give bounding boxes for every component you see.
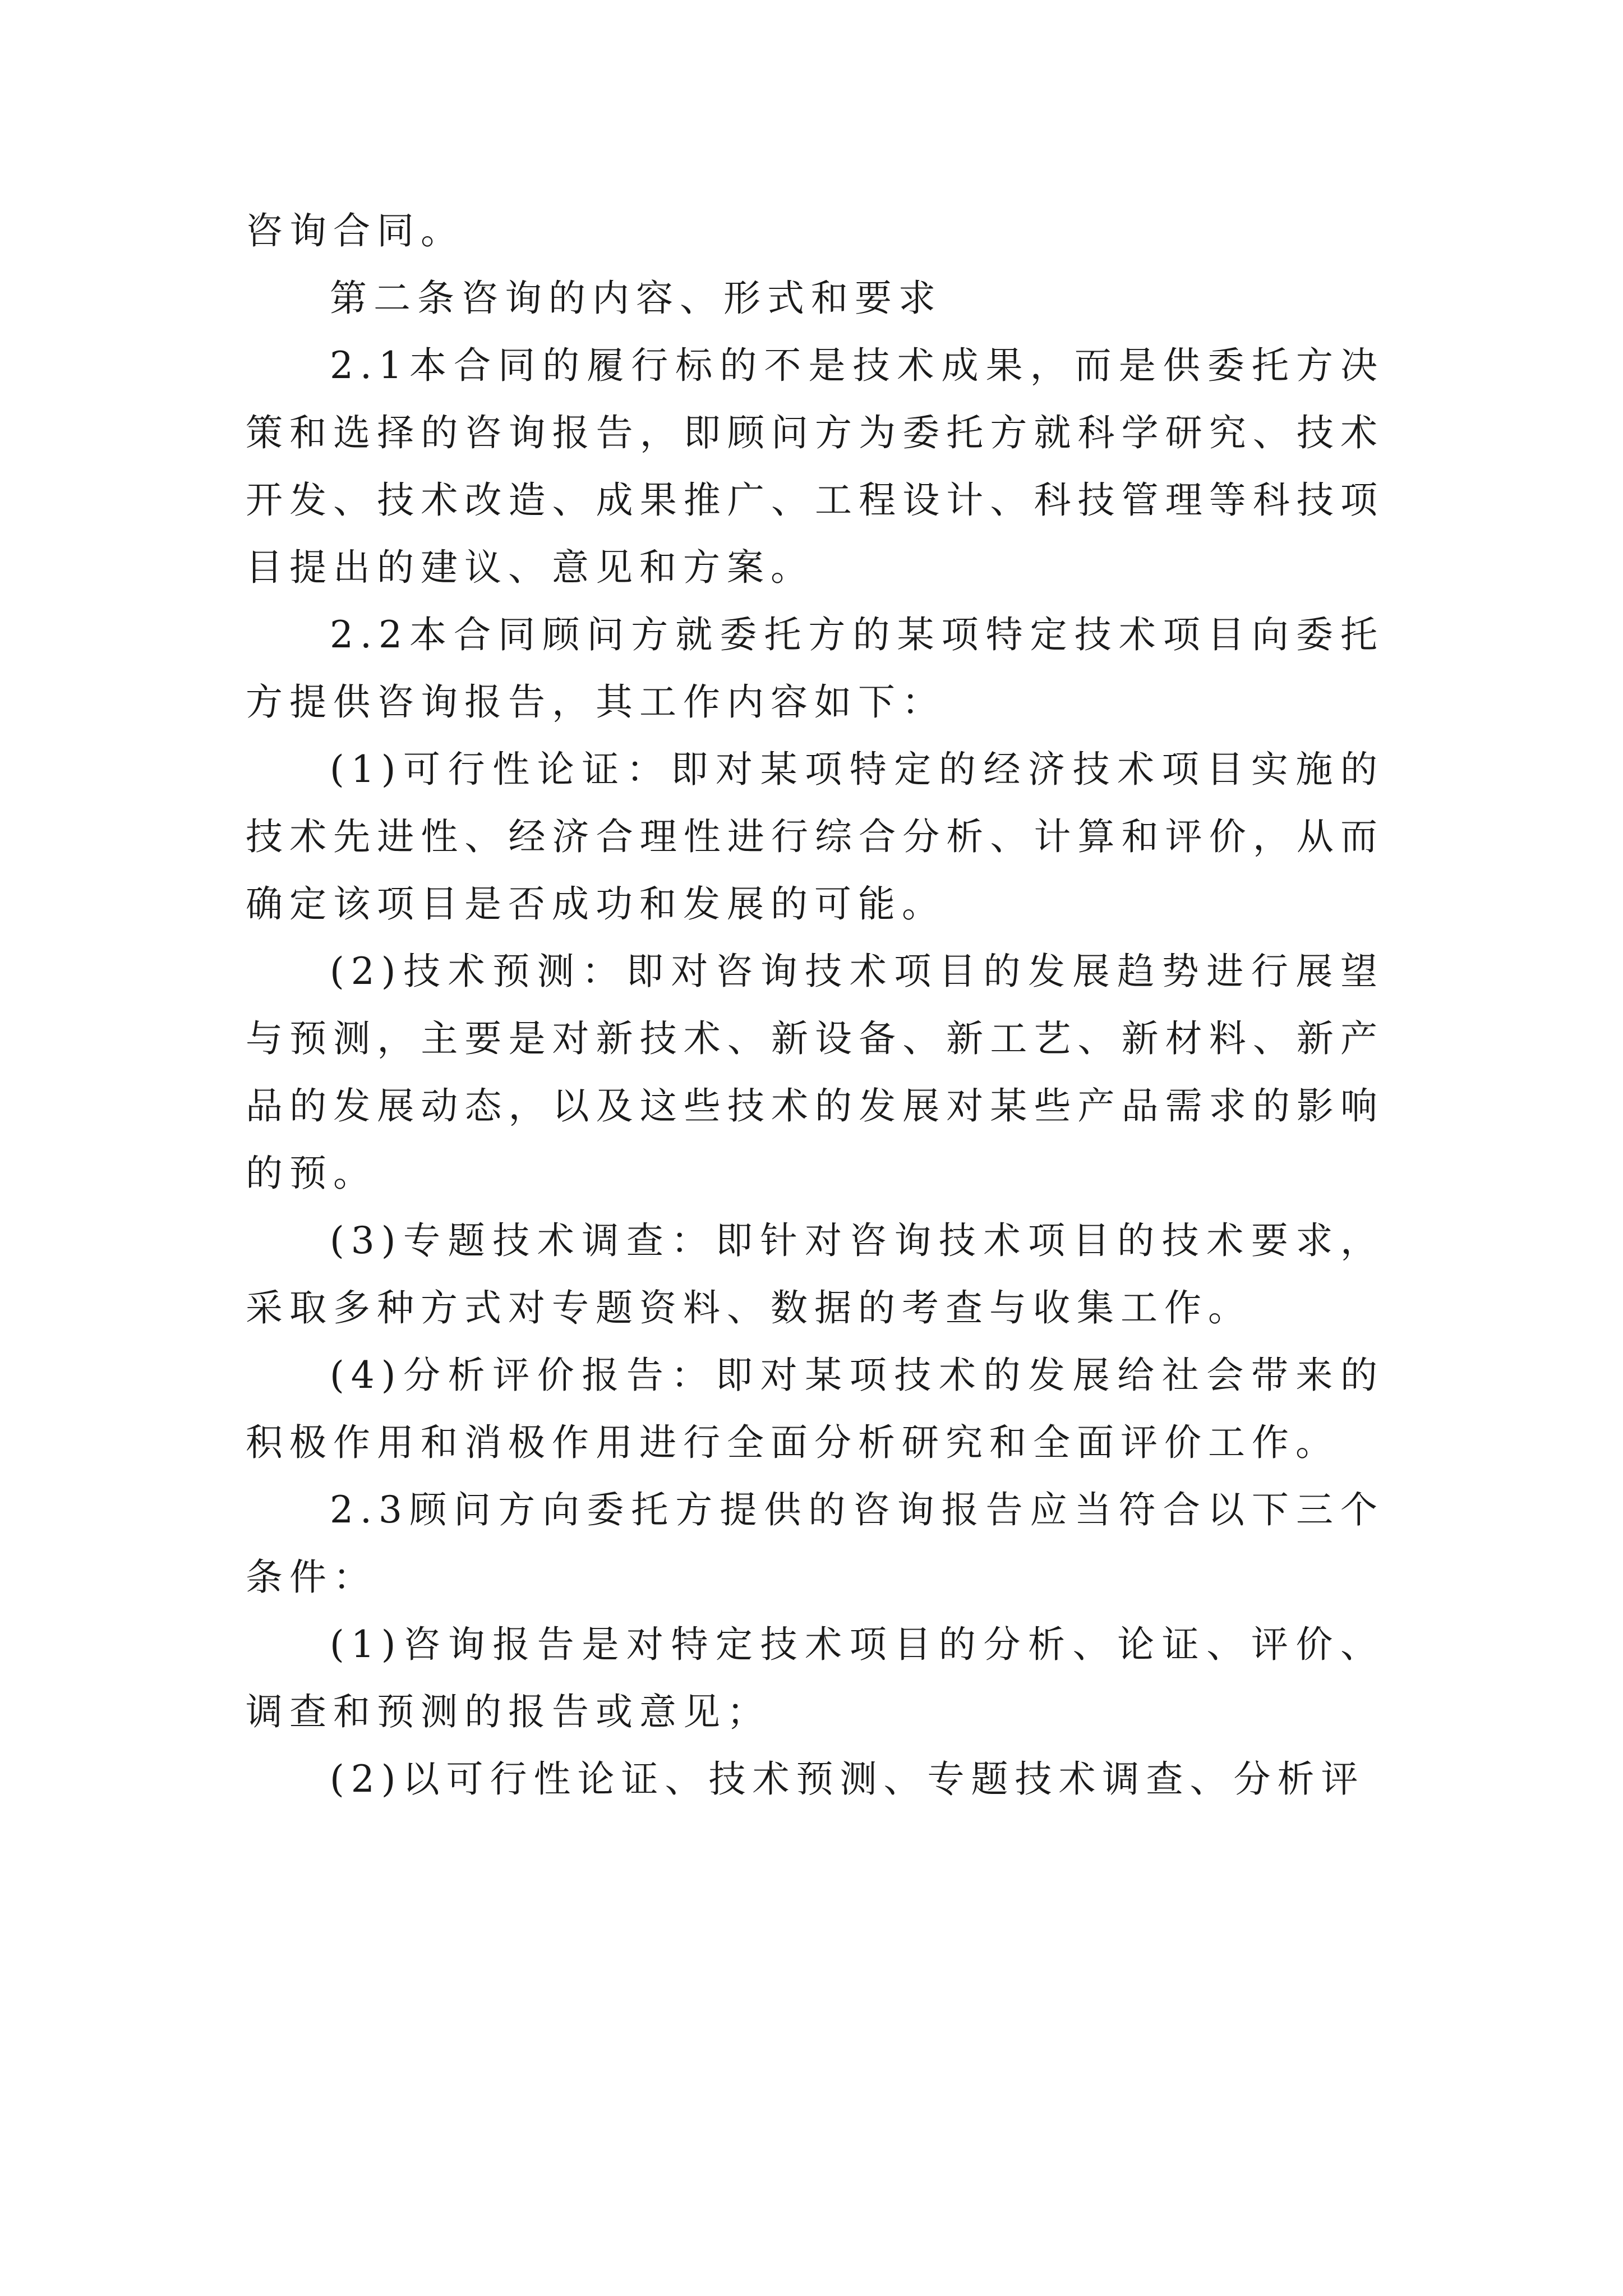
item-special-survey: (3)专题技术调查：即针对咨询技术项目的技术要求，采取多种方式对专题资料、数据的考查与收集工作。 (246, 1219, 1384, 1329)
section-heading-article-2: 第二条咨询的内容、形式和要求 (330, 277, 942, 320)
clause-2-1: 2.1本合同的履行标的不是技术成果，而是供委托方决策和选择的咨询报告，即顾问方为委托方就科学研究、技术开发、技术改造、成果推广、工程设计、科技管理等科技项目提出的建议、意见和方案。 (246, 344, 1384, 589)
item-feasibility-study: (1)可行性论证：即对某项特定的经济技术项目实施的技术先进性、经济合理性进行综合分析、计算和评价，从而确定该项目是否成功和发展的可能。 (246, 748, 1384, 926)
item-analysis-report: (4)分析评价报告：即对某项技术的发展给社会带来的积极作用和消极作用进行全面分析研究和全面评价工作。 (246, 1354, 1384, 1464)
paragraph-continuation: 咨询合同。 (246, 209, 464, 252)
clause-2-2: 2.2本合同顾问方就委托方的某项特定技术项目向委托方提供咨询报告，其工作内容如下： (246, 613, 1384, 724)
item-technology-forecast: (2)技术预测：即对咨询技术项目的发展趋势进行展望与预测，主要是对新技术、新设备、新工艺、新材料、新产品的发展动态，以及这些技术的发展对某些产品需求的影响的预。 (246, 950, 1384, 1195)
condition-1: (1)咨询报告是对特定技术项目的分析、论证、评价、调查和预测的报告或意见； (246, 1623, 1384, 1733)
clause-2-3: 2.3顾问方向委托方提供的咨询报告应当符合以下三个条件： (246, 1488, 1384, 1599)
contract-body (246, 197, 1384, 1813)
condition-2: (2)以可行性论证、技术预测、专题技术调查、分析评 (330, 1757, 1365, 1801)
